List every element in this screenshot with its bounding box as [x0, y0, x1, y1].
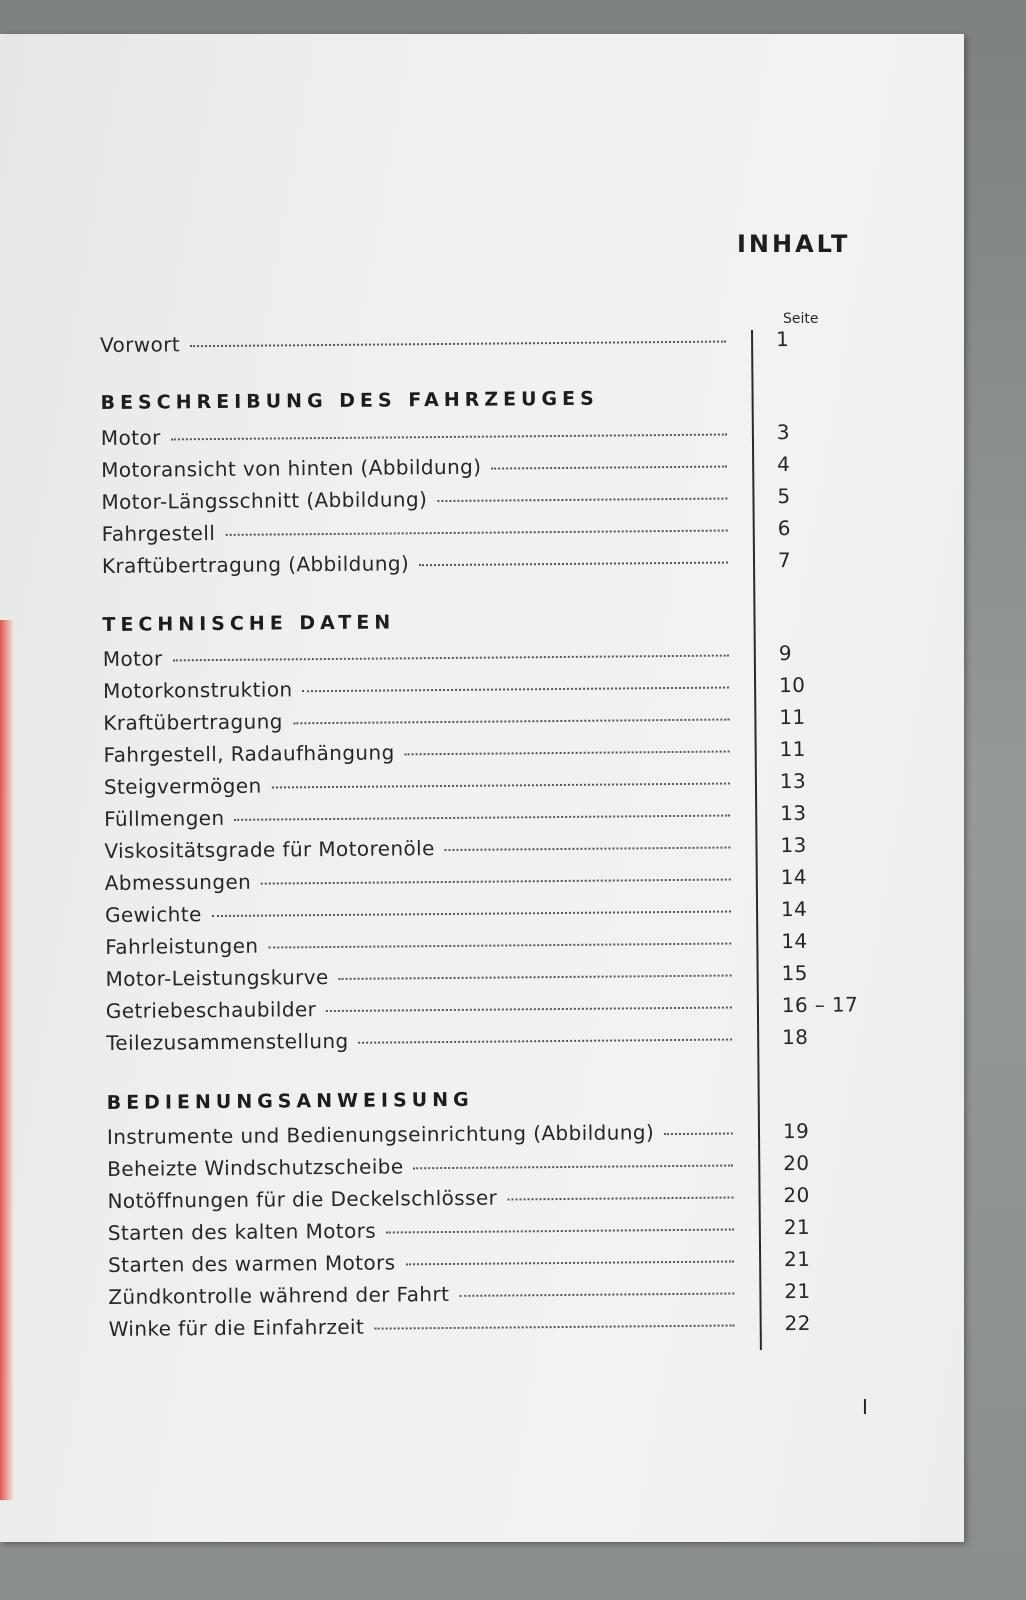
toc-entry-page: 1 [775, 326, 790, 352]
leader-dots [303, 687, 730, 693]
toc-entry-page: 13 [779, 768, 807, 794]
toc-entry-label: Teilezusammenstellung [106, 1028, 349, 1055]
toc-entry-page: 14 [780, 896, 808, 922]
toc-entry-label: Steigvermögen [103, 773, 262, 799]
toc-entry-label: Gewichte [104, 902, 202, 927]
toc-row-preface [99, 326, 790, 357]
toc-row [102, 672, 806, 703]
toc-row [101, 515, 791, 546]
toc-row [107, 1246, 811, 1277]
toc-entry-page: 16 – 17 [781, 992, 859, 1018]
leader-dots [437, 498, 727, 503]
toc-entry-label: Motorkonstruktion [102, 677, 293, 703]
leader-dots [405, 751, 730, 756]
section-heading-technische-daten: TECHNISCHE DATEN [102, 611, 396, 636]
toc-entry-label: Fahrgestell, Radaufhängung [103, 740, 395, 767]
page-title: INHALT [737, 230, 851, 258]
leader-dots [225, 530, 727, 536]
toc-entry-page: 22 [784, 1310, 811, 1336]
leader-dots [491, 466, 727, 470]
leader-dots [171, 434, 727, 441]
toc-row [100, 419, 791, 450]
toc-entry-label: Abmessungen [104, 869, 252, 895]
toc-row [108, 1278, 811, 1309]
leader-dots [406, 1261, 735, 1266]
toc-entry-page: 13 [780, 800, 807, 826]
leader-dots [190, 341, 726, 348]
toc-entry-page: 11 [779, 704, 806, 730]
leader-dots [414, 1165, 734, 1170]
toc-entry-page: 4 [777, 451, 791, 477]
toc-entry-label: Motor-Längsschnitt (Abbildung) [101, 487, 428, 514]
leader-dots [507, 1197, 733, 1201]
toc-entry-page: 5 [777, 483, 791, 509]
toc-row [106, 1024, 809, 1055]
table-of-contents [97, 0, 989, 1400]
toc-row [108, 1310, 811, 1341]
leader-dots [359, 1039, 733, 1044]
leader-dots [339, 975, 732, 980]
toc-entry-label: Motor-Leistungskurve [105, 965, 329, 991]
toc-row [103, 736, 806, 767]
toc-row [105, 960, 808, 991]
leader-dots [293, 719, 730, 725]
toc-entry-page: 14 [781, 928, 808, 954]
toc-row [104, 864, 808, 895]
toc-entry-label: Motoransicht von hinten (Abbildung) [101, 454, 482, 482]
toc-entry-page: 21 [783, 1246, 811, 1272]
toc-entry-page: 9 [778, 640, 792, 666]
toc-row [103, 768, 807, 799]
toc-row [101, 483, 791, 514]
toc-entry-label: Starten des kalten Motors [107, 1218, 377, 1245]
red-edge-reflection [0, 620, 14, 1500]
toc-entry-label: Fahrleistungen [105, 933, 259, 959]
toc-entry-page: 10 [778, 672, 806, 698]
toc-entry-page: 14 [780, 864, 808, 890]
toc-entry-page: 20 [783, 1182, 810, 1208]
leader-dots [235, 815, 731, 821]
leader-dots [261, 879, 731, 885]
toc-entry-label: Motor [100, 425, 161, 450]
section-heading-bedienungsanweisung: BEDIENUNGSANWEISUNG [106, 1088, 474, 1114]
toc-row [106, 1118, 810, 1149]
page-column-label: Seite [783, 311, 819, 327]
leader-dots [212, 911, 731, 918]
toc-row [107, 1150, 810, 1181]
toc-entry-label: Viskositätsgrade für Motorenöle [104, 836, 435, 863]
toc-row [105, 992, 859, 1023]
toc-row [107, 1182, 810, 1213]
toc-entry-page: 19 [782, 1118, 810, 1144]
toc-entry-label: Motor [102, 646, 163, 671]
leader-dots [419, 562, 728, 567]
toc-entry-page: 20 [783, 1150, 810, 1176]
toc-row [103, 704, 806, 735]
toc-entry-page: 11 [779, 736, 806, 762]
toc-entry-page: 6 [777, 515, 791, 541]
toc-row [101, 451, 791, 482]
page-number-folio: I [862, 1395, 868, 1419]
toc-row [104, 896, 808, 927]
toc-row [104, 832, 807, 863]
toc-entry-label: Fahrgestell [101, 521, 216, 546]
leader-dots [173, 655, 729, 662]
toc-row [107, 1214, 811, 1245]
toc-entry-label: Kraftübertragung [103, 709, 283, 735]
leader-dots [459, 1293, 734, 1297]
leader-dots [326, 1007, 732, 1013]
toc-entry-label: Zündkontrolle während der Fahrt [108, 1281, 450, 1309]
toc-entry-label: Kraftübertragung (Abbildung) [101, 551, 410, 578]
toc-entry-label: Beheizte Windschutzscheibe [107, 1154, 404, 1181]
leader-dots [386, 1229, 734, 1234]
toc-entry-label: Starten des warmen Motors [107, 1250, 396, 1277]
toc-entry-page: 3 [776, 419, 791, 445]
toc-entry-label: Instrumente und Bedienungseinrichtung (Abbildung) [106, 1120, 655, 1149]
toc-entry-label: Getriebeschaubilder [105, 997, 317, 1023]
toc-row [101, 547, 792, 578]
toc-entry-label: Winke für die Einfahrzeit [108, 1314, 365, 1341]
toc-entry-page: 21 [783, 1214, 811, 1240]
toc-entry-label: Vorwort [99, 332, 181, 357]
toc-entry-page: 21 [784, 1278, 811, 1304]
toc-row [104, 800, 807, 831]
toc-entry-label: Füllmengen [104, 805, 225, 831]
leader-dots [445, 847, 731, 851]
leader-dots [374, 1324, 734, 1329]
toc-entry-page: 13 [780, 832, 807, 858]
leader-dots [272, 783, 730, 789]
toc-entry-page: 7 [777, 547, 792, 573]
toc-entry-page: 15 [781, 960, 808, 986]
toc-row [105, 928, 808, 959]
section-heading-beschreibung: BESCHREIBUNG DES FAHRZEUGES [100, 387, 599, 414]
toc-entry-page: 18 [782, 1024, 809, 1050]
toc-row [102, 640, 792, 671]
leader-dots [664, 1133, 733, 1136]
leader-dots [268, 943, 731, 949]
toc-entry-label: Notöffnungen für die Deckelschlösser [107, 1185, 498, 1213]
